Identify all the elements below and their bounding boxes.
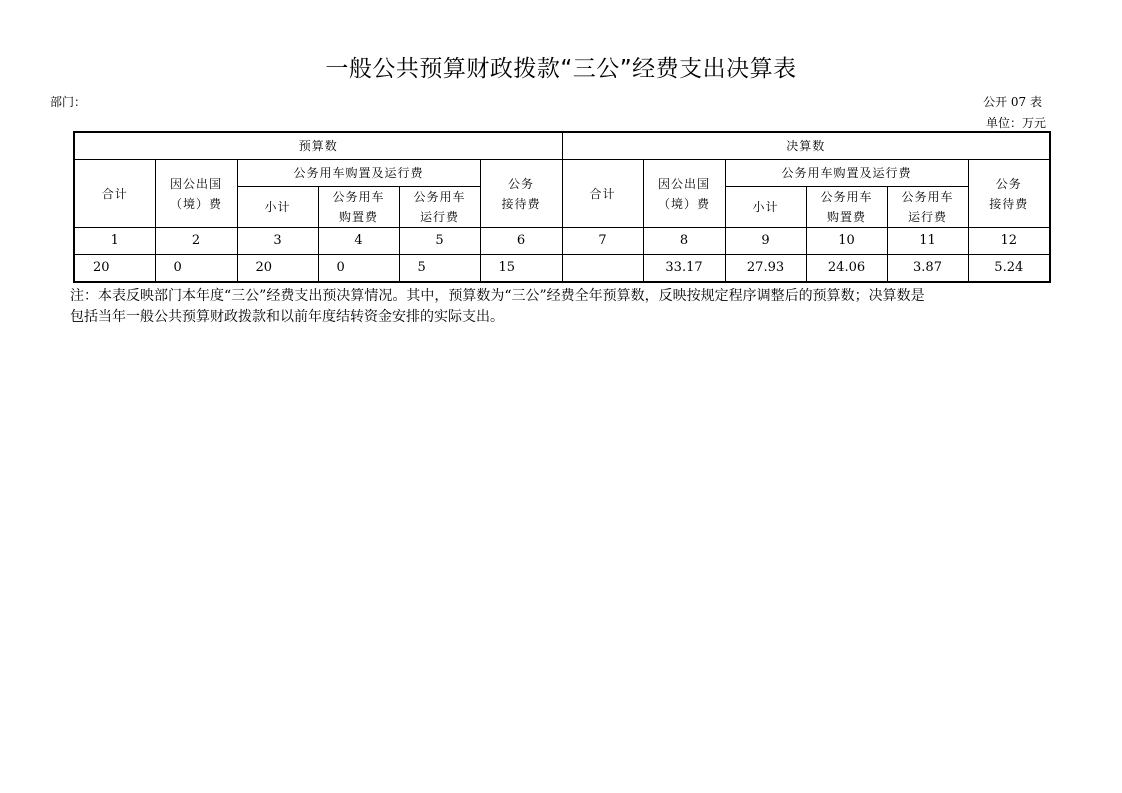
budget-vehicle-header: 公务用车购置及运行费 <box>237 160 480 187</box>
budget-reception-header <box>480 160 562 228</box>
budget-operation-line1: 公务用车 <box>413 190 466 204</box>
final-vehicle-header: 公务用车购置及运行费 <box>725 160 968 187</box>
final-abroad-header <box>643 160 725 228</box>
column-number: 7 <box>562 228 643 255</box>
final-total-header: 合计 <box>562 160 643 228</box>
table-row <box>74 255 1050 283</box>
column-number: 12 <box>968 228 1050 255</box>
column-number: 1 <box>74 228 155 255</box>
final-operation-line1: 公务用车 <box>901 190 954 204</box>
department-label: 部门： <box>50 95 87 109</box>
budget-total-header: 合计 <box>74 160 155 228</box>
expenditure-table <box>73 131 1051 283</box>
budget-purchase-line2: 购置费 <box>338 210 378 224</box>
column-number: 2 <box>155 228 237 255</box>
budget-subtotal-header: 小计 <box>237 187 318 228</box>
column-number: 8 <box>643 228 725 255</box>
column-number: 10 <box>806 228 887 255</box>
final-reception-header <box>968 160 1050 228</box>
budget-operation-line2: 运行费 <box>419 210 459 224</box>
form-number: 公开 07 表 <box>983 95 1042 109</box>
budget-operation-value: 5 <box>399 255 480 283</box>
column-number-row <box>74 228 1050 255</box>
column-number: 11 <box>887 228 968 255</box>
note-line-2: 包括当年一般公共预算财政拨款和以前年度结转资金安排的实际支出。 <box>70 309 504 325</box>
budget-purchase-header <box>318 187 399 228</box>
budget-abroad-header <box>155 160 237 228</box>
budget-reception-line1: 公务 <box>508 176 535 191</box>
header-row-groups <box>74 132 1050 160</box>
final-abroad-line2: （境）费 <box>658 196 711 211</box>
final-abroad-value: 33.17 <box>643 255 725 283</box>
budget-subtotal-value: 20 <box>237 255 318 283</box>
final-reception-value: 5.24 <box>968 255 1050 283</box>
budget-abroad-line2: （境）费 <box>169 196 222 211</box>
final-operation-value: 3.87 <box>887 255 968 283</box>
column-number: 3 <box>237 228 318 255</box>
final-subtotal-header: 小计 <box>725 187 806 228</box>
budget-operation-header <box>399 187 480 228</box>
unit-label: 单位：万元 <box>985 116 1046 130</box>
budget-purchase-value: 0 <box>318 255 399 283</box>
note-line-1: 注：本表反映部门本年度“三公”经费支出预决算情况。其中，预算数为“三公”经费全年预算数，反映按规定程序调整后的预算数；决算数是 <box>70 288 925 304</box>
table-note <box>70 286 1080 328</box>
budget-reception-line2: 接待费 <box>501 196 541 211</box>
budget-reception-value: 15 <box>480 255 562 283</box>
column-number: 6 <box>480 228 562 255</box>
budget-total-value: 20 <box>74 255 155 283</box>
column-number: 4 <box>318 228 399 255</box>
page-title: 一般公共预算财政拨款“三公”经费支出决算表 <box>325 56 797 82</box>
final-subtotal-value: 27.93 <box>725 255 806 283</box>
budget-abroad-value: 0 <box>155 255 237 283</box>
final-reception-line1: 公务 <box>995 176 1022 191</box>
final-group-header: 决算数 <box>562 132 1050 160</box>
budget-group-header: 预算数 <box>74 132 562 160</box>
budget-abroad-line1: 因公出国 <box>169 176 222 191</box>
final-total-value <box>562 255 643 283</box>
final-reception-line2: 接待费 <box>989 196 1029 211</box>
final-operation-line2: 运行费 <box>908 210 948 224</box>
column-number: 5 <box>399 228 480 255</box>
final-purchase-line1: 公务用车 <box>820 190 873 204</box>
column-number: 9 <box>725 228 806 255</box>
final-operation-header <box>887 187 968 228</box>
budget-purchase-line1: 公务用车 <box>332 190 385 204</box>
final-purchase-header <box>806 187 887 228</box>
final-purchase-value: 24.06 <box>806 255 887 283</box>
header-row-sub <box>74 160 1050 187</box>
final-abroad-line1: 因公出国 <box>658 176 711 191</box>
final-purchase-line2: 购置费 <box>827 210 867 224</box>
